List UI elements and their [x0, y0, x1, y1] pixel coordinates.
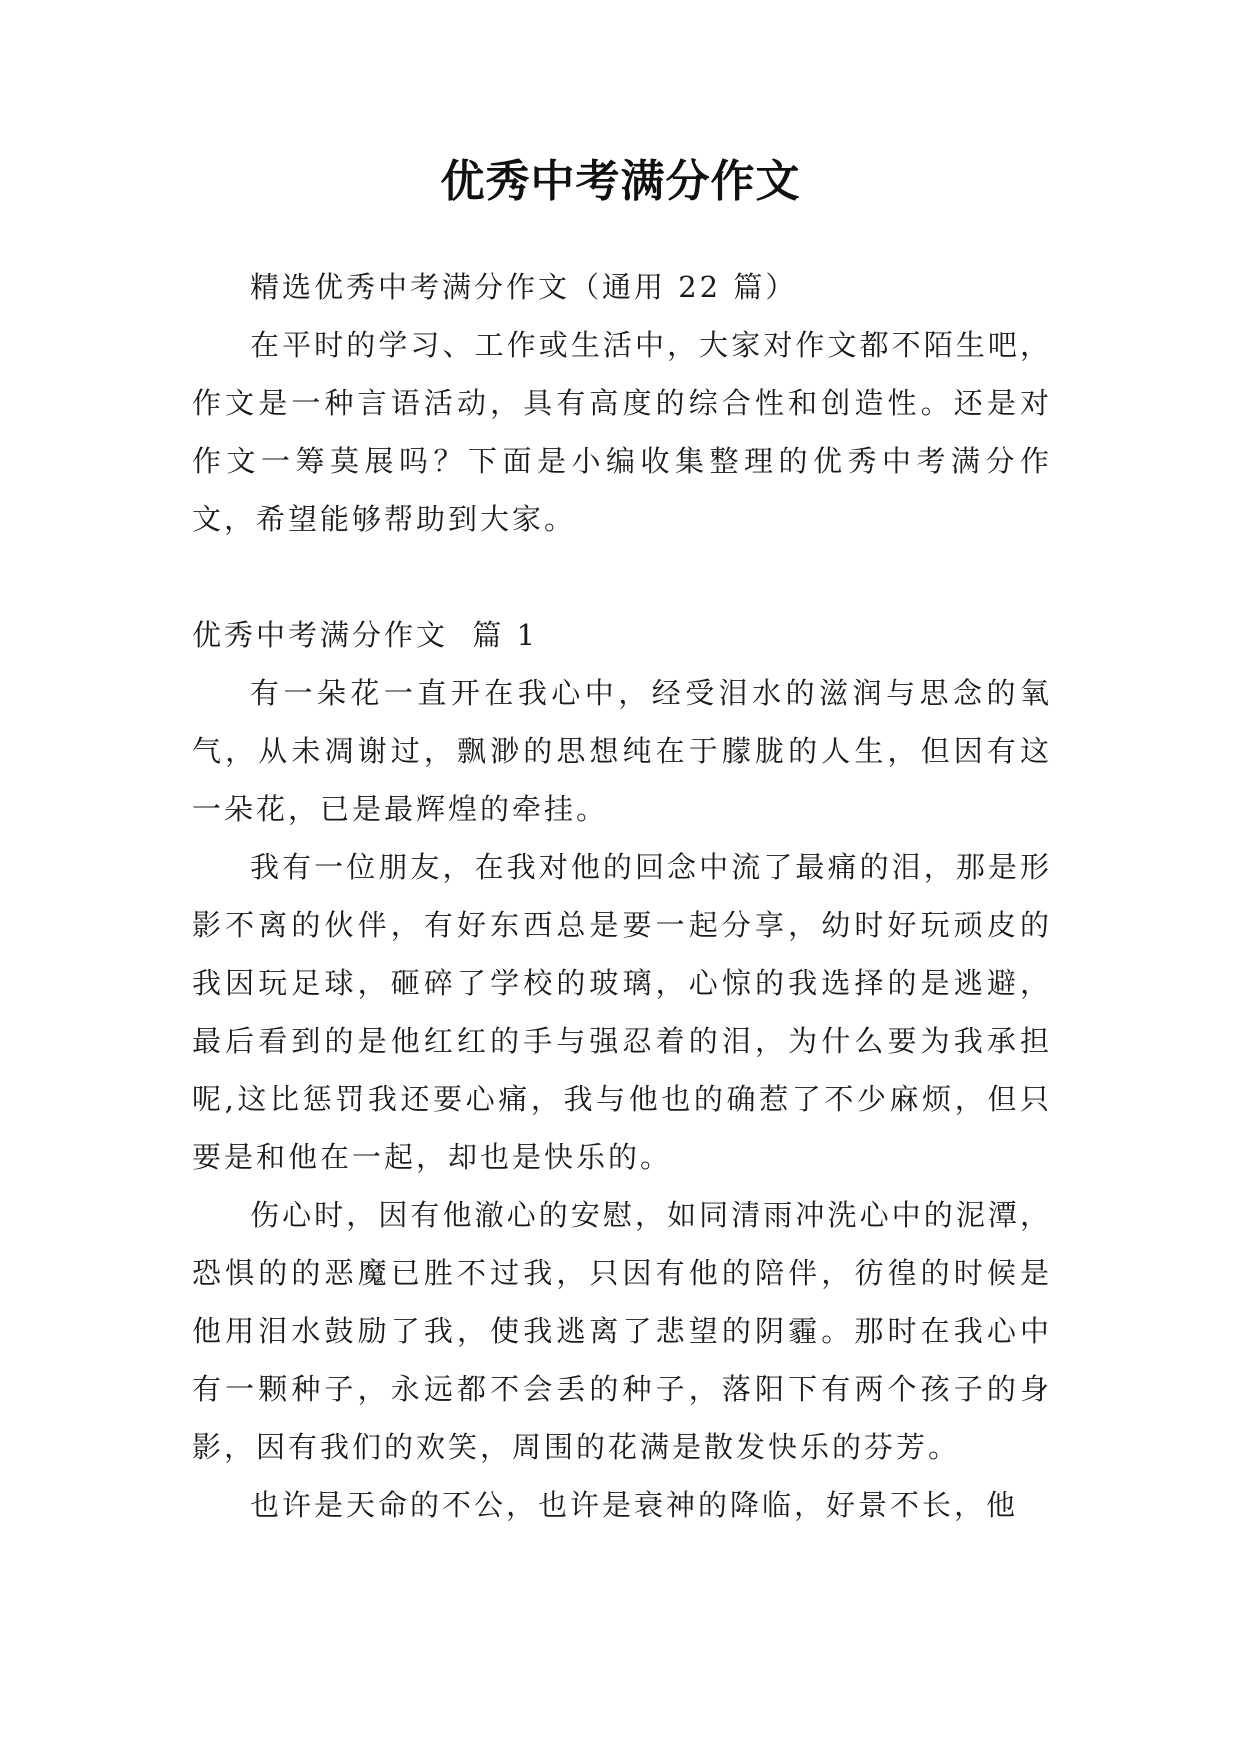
body-paragraph: 我有一位朋友，在我对他的回念中流了最痛的泪，那是形影不离的伙伴，有好东西总是要一起分享，幼时好玩顽皮的我因玩足球，砸碎了学校的玻璃，心惊的我选择的是逃避，最后看到的是他红红的手与强忍着的泪，为什么要为我承担呢,这比惩罚我还要心痛，我与他也的确惹了不少麻烦，但只要是和他在一起，却也是快乐的。 — [192, 850, 1052, 1174]
document-body — [192, 258, 1052, 1534]
body-paragraph: 伤心时，因有他澈心的安慰，如同清雨冲洗心中的泥潭，恐惧的的恶魔已胜不过我，只因有他的陪伴，彷徨的时候是他用泪水鼓励了我，使我逃离了悲望的阴霾。那时在我心中有一颗种子，永远都不会丢的种子，落阳下有两个孩子的身影，因有我们的欢笑，周围的花满是散发快乐的芬芳。 — [192, 1198, 1052, 1464]
section-heading: 优秀中考满分作文 篇 1 — [192, 618, 539, 652]
document-title: 优秀中考满分作文 — [440, 156, 801, 207]
body-paragraph: 有一朵花一直开在我心中，经受泪水的滋润与思念的氧气，从未凋谢过，飘渺的思想纯在于朦胧的人生，但因有这一朵花，已是最辉煌的牵挂。 — [192, 676, 1052, 826]
spacer — [192, 548, 1052, 606]
body-paragraph: 也许是天命的不公，也许是衰神的降临，好景不长，他 — [250, 1488, 1019, 1522]
document-subtitle: 精选优秀中考满分作文（通用 22 篇） — [250, 270, 798, 304]
intro-paragraph: 在平时的学习、工作或生活中，大家对作文都不陌生吧，作文是一种言语活动，具有高度的综合性和创造性。还是对作文一筹莫展吗？下面是小编收集整理的优秀中考满分作文，希望能够帮助到大家。 — [192, 328, 1052, 536]
